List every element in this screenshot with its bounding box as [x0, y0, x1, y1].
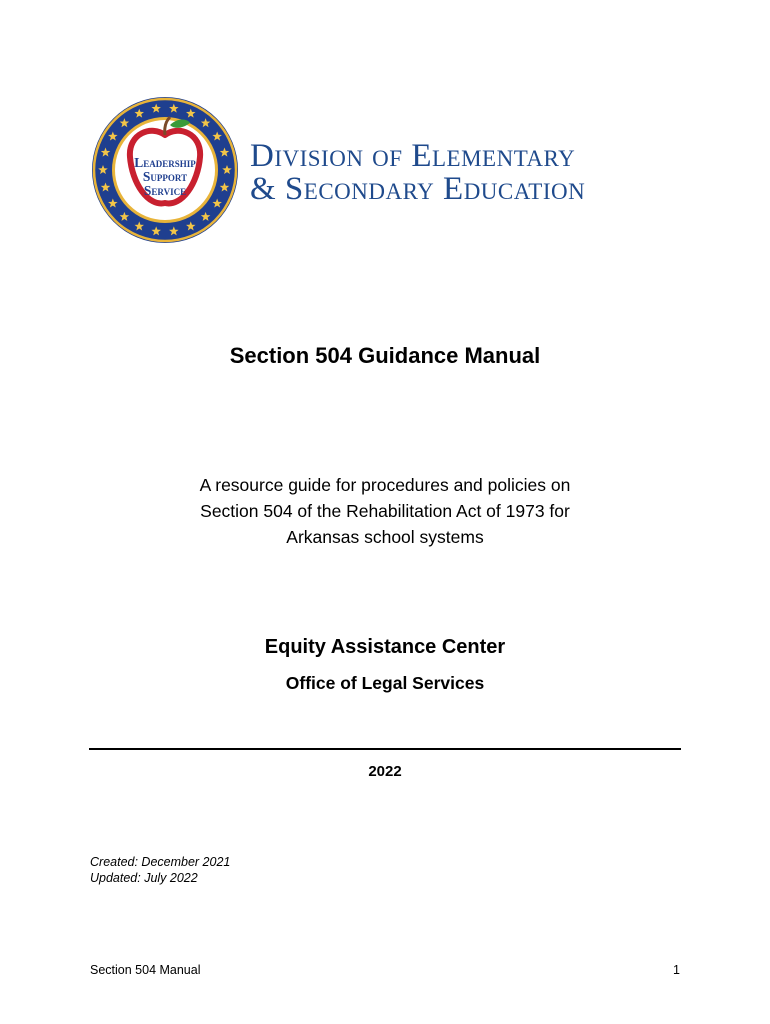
revision-dates — [90, 854, 230, 886]
document-title: Section 504 Guidance Manual — [229, 343, 541, 368]
footer-document-label: Section 504 Manual — [90, 963, 201, 977]
created-date: Created: December 2021 — [90, 855, 231, 869]
leadership-support-service-seal — [90, 95, 240, 245]
updated-date: Updated: July 2022 — [90, 871, 198, 885]
agency-name-line-1: Division of Elementary — [250, 138, 576, 174]
agency-name-line-2: & Secondary Education — [250, 171, 586, 207]
document-year: 2022 — [368, 763, 402, 780]
subtitle-line: A resource guide for procedures and policies on — [199, 475, 571, 495]
seal-text-line-1: Leadership — [134, 155, 196, 170]
document-subtitle — [150, 472, 620, 550]
footer-page-number: 1 — [673, 963, 680, 977]
horizontal-divider — [89, 748, 681, 750]
subtitle-line: Section 504 of the Rehabilitation Act of 1973 for — [200, 501, 570, 521]
organization-name: Equity Assistance Center — [264, 636, 506, 658]
agency-wordmark — [250, 140, 690, 206]
seal-text-line-2: Support — [142, 169, 188, 184]
seal-text-line-3: Service — [143, 183, 187, 198]
office-name: Office of Legal Services — [285, 673, 485, 693]
subtitle-line: Arkansas school systems — [286, 527, 484, 547]
